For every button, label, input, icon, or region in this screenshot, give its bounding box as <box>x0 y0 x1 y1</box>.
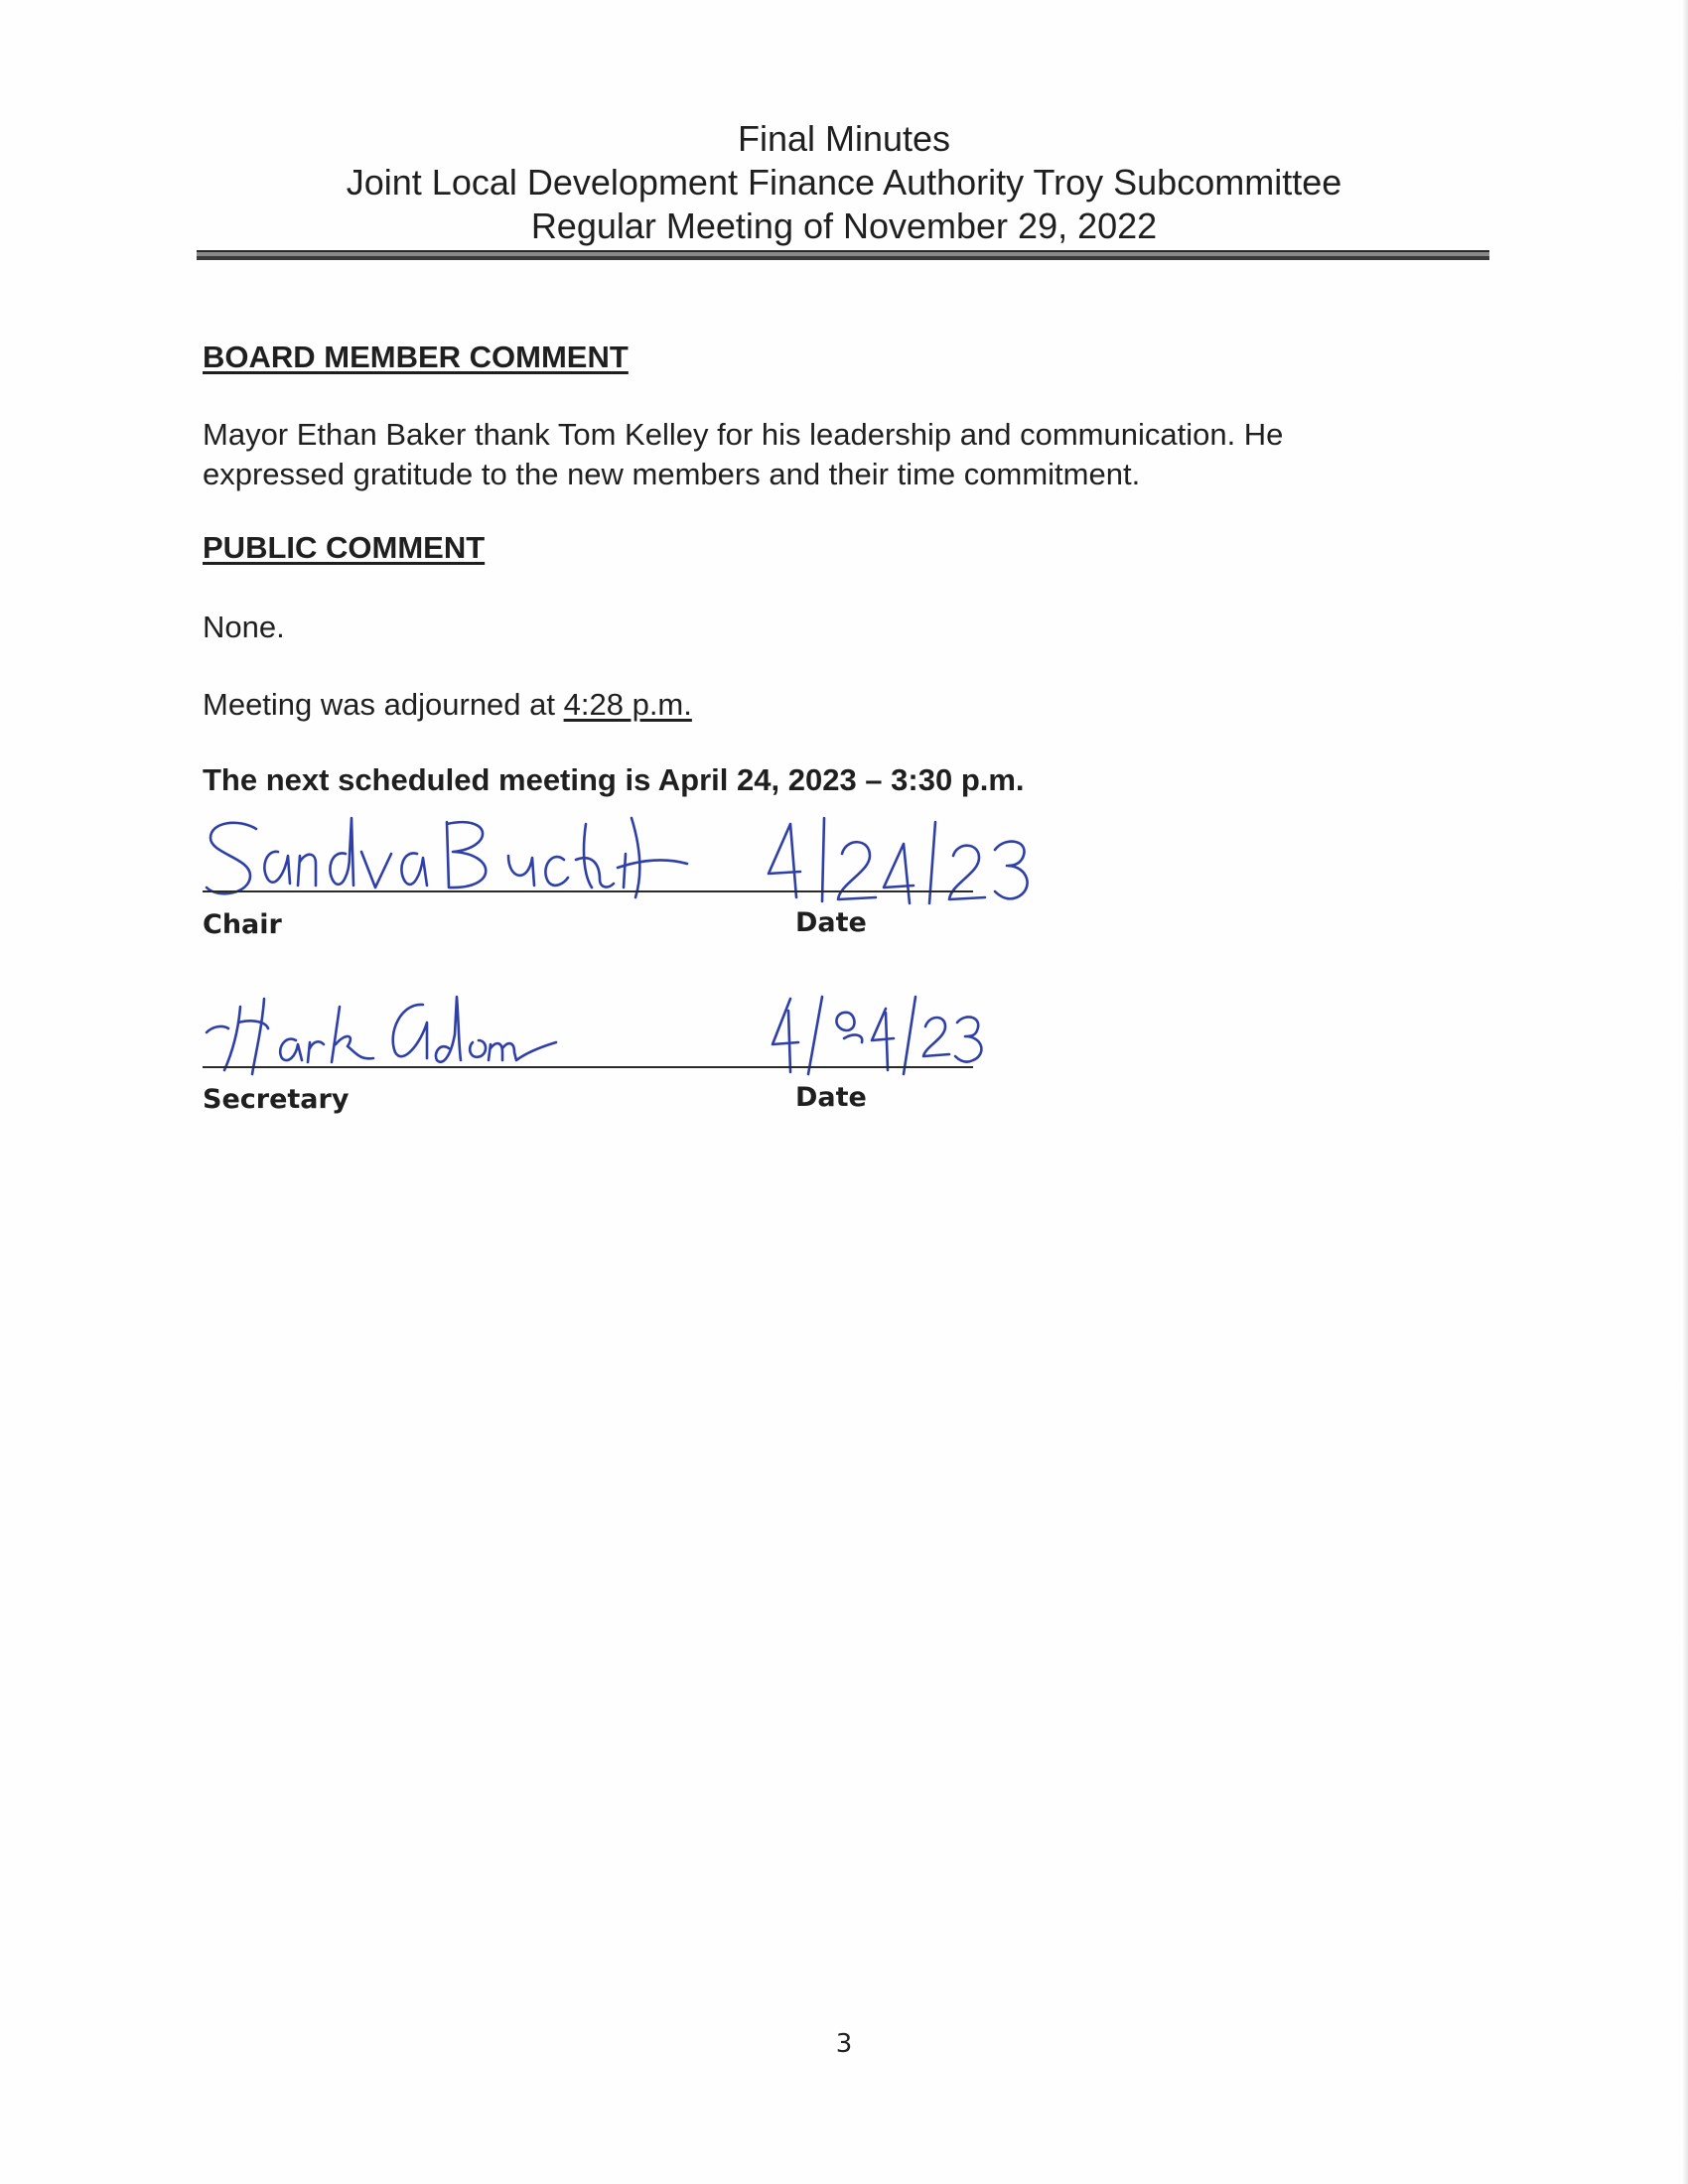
secretary-signature-stroke <box>207 999 268 1074</box>
secretary-signature-stroke <box>872 1009 894 1070</box>
header-meeting-date: Regular Meeting of November 29, 2022 <box>530 205 1158 246</box>
chair-label: Chair <box>203 909 282 940</box>
chair-signature-stroke <box>822 818 824 901</box>
chair-signature-stroke <box>361 852 391 887</box>
adjournment-statement <box>203 685 692 725</box>
adjournment-prefix: Meeting was adjourned at <box>203 687 564 722</box>
secretary-label: Secretary <box>203 1084 350 1115</box>
secretary-signature-stroke <box>955 1017 981 1061</box>
chair-signature-stroke <box>330 818 353 886</box>
secretary-signature-stroke <box>280 1039 302 1060</box>
secretary-signature-stroke <box>773 999 798 1072</box>
adjournment-time: 4:28 p.m. <box>563 687 692 722</box>
board-member-comment-text <box>203 415 1283 494</box>
chair-signature-stroke <box>545 857 568 886</box>
secretary-signature-stroke <box>489 1042 556 1060</box>
page-edge-shadow <box>1682 0 1688 2184</box>
chair-date-label: Date <box>795 907 867 938</box>
public-comment-text: None. <box>203 610 285 644</box>
header-organization: Joint Local Development Finance Authority Troy Subcommittee <box>346 162 1342 203</box>
secretary-signature-stroke <box>308 1041 324 1062</box>
chair-signature-stroke <box>447 822 486 887</box>
board-member-comment-line-1: Mayor Ethan Baker thank Tom Kelley for his leadership and communication. He <box>203 417 1284 452</box>
board-member-comment-heading: BOARD MEMBER COMMENT <box>203 340 629 374</box>
secretary-signature-stroke <box>923 1018 949 1056</box>
board-member-comment-line-2: expressed gratitude to the new members and their time commitment. <box>203 457 1141 491</box>
secretary-signature-line <box>203 1066 973 1068</box>
chair-signature-stroke <box>401 853 427 886</box>
chair-signature-stroke <box>298 855 316 886</box>
document-header <box>199 117 1489 248</box>
next-meeting-notice: The next scheduled meeting is April 24, 2023 – 3:30 p.m. <box>203 762 1025 797</box>
chair-signature-stroke <box>618 818 687 897</box>
header-title: Final Minutes <box>737 118 951 159</box>
header-rule <box>197 250 1489 260</box>
page-number: 3 <box>835 2029 853 2059</box>
public-comment-heading: PUBLIC COMMENT <box>203 530 486 565</box>
chair-signature-stroke <box>769 824 800 897</box>
chair-signature <box>199 804 1053 913</box>
chair-signature-stroke <box>576 824 614 887</box>
chair-signature-stroke <box>884 844 914 903</box>
secretary-signature-stroke <box>393 1005 427 1058</box>
secretary-date-label: Date <box>795 1082 867 1113</box>
chair-signature-line <box>203 890 973 892</box>
chair-signature-stroke <box>207 823 256 893</box>
secretary-signature-stroke <box>836 1013 862 1042</box>
secretary-signature-stroke <box>470 1040 486 1057</box>
secretary-signature-stroke <box>332 1007 373 1062</box>
secretary-signature-stroke <box>436 997 461 1062</box>
chair-signature-stroke <box>508 856 534 886</box>
secretary-signature-stroke <box>808 997 822 1074</box>
chair-signature-stroke <box>995 842 1028 899</box>
chair-signature-stroke <box>264 852 290 884</box>
secretary-signature-stroke <box>904 997 915 1074</box>
